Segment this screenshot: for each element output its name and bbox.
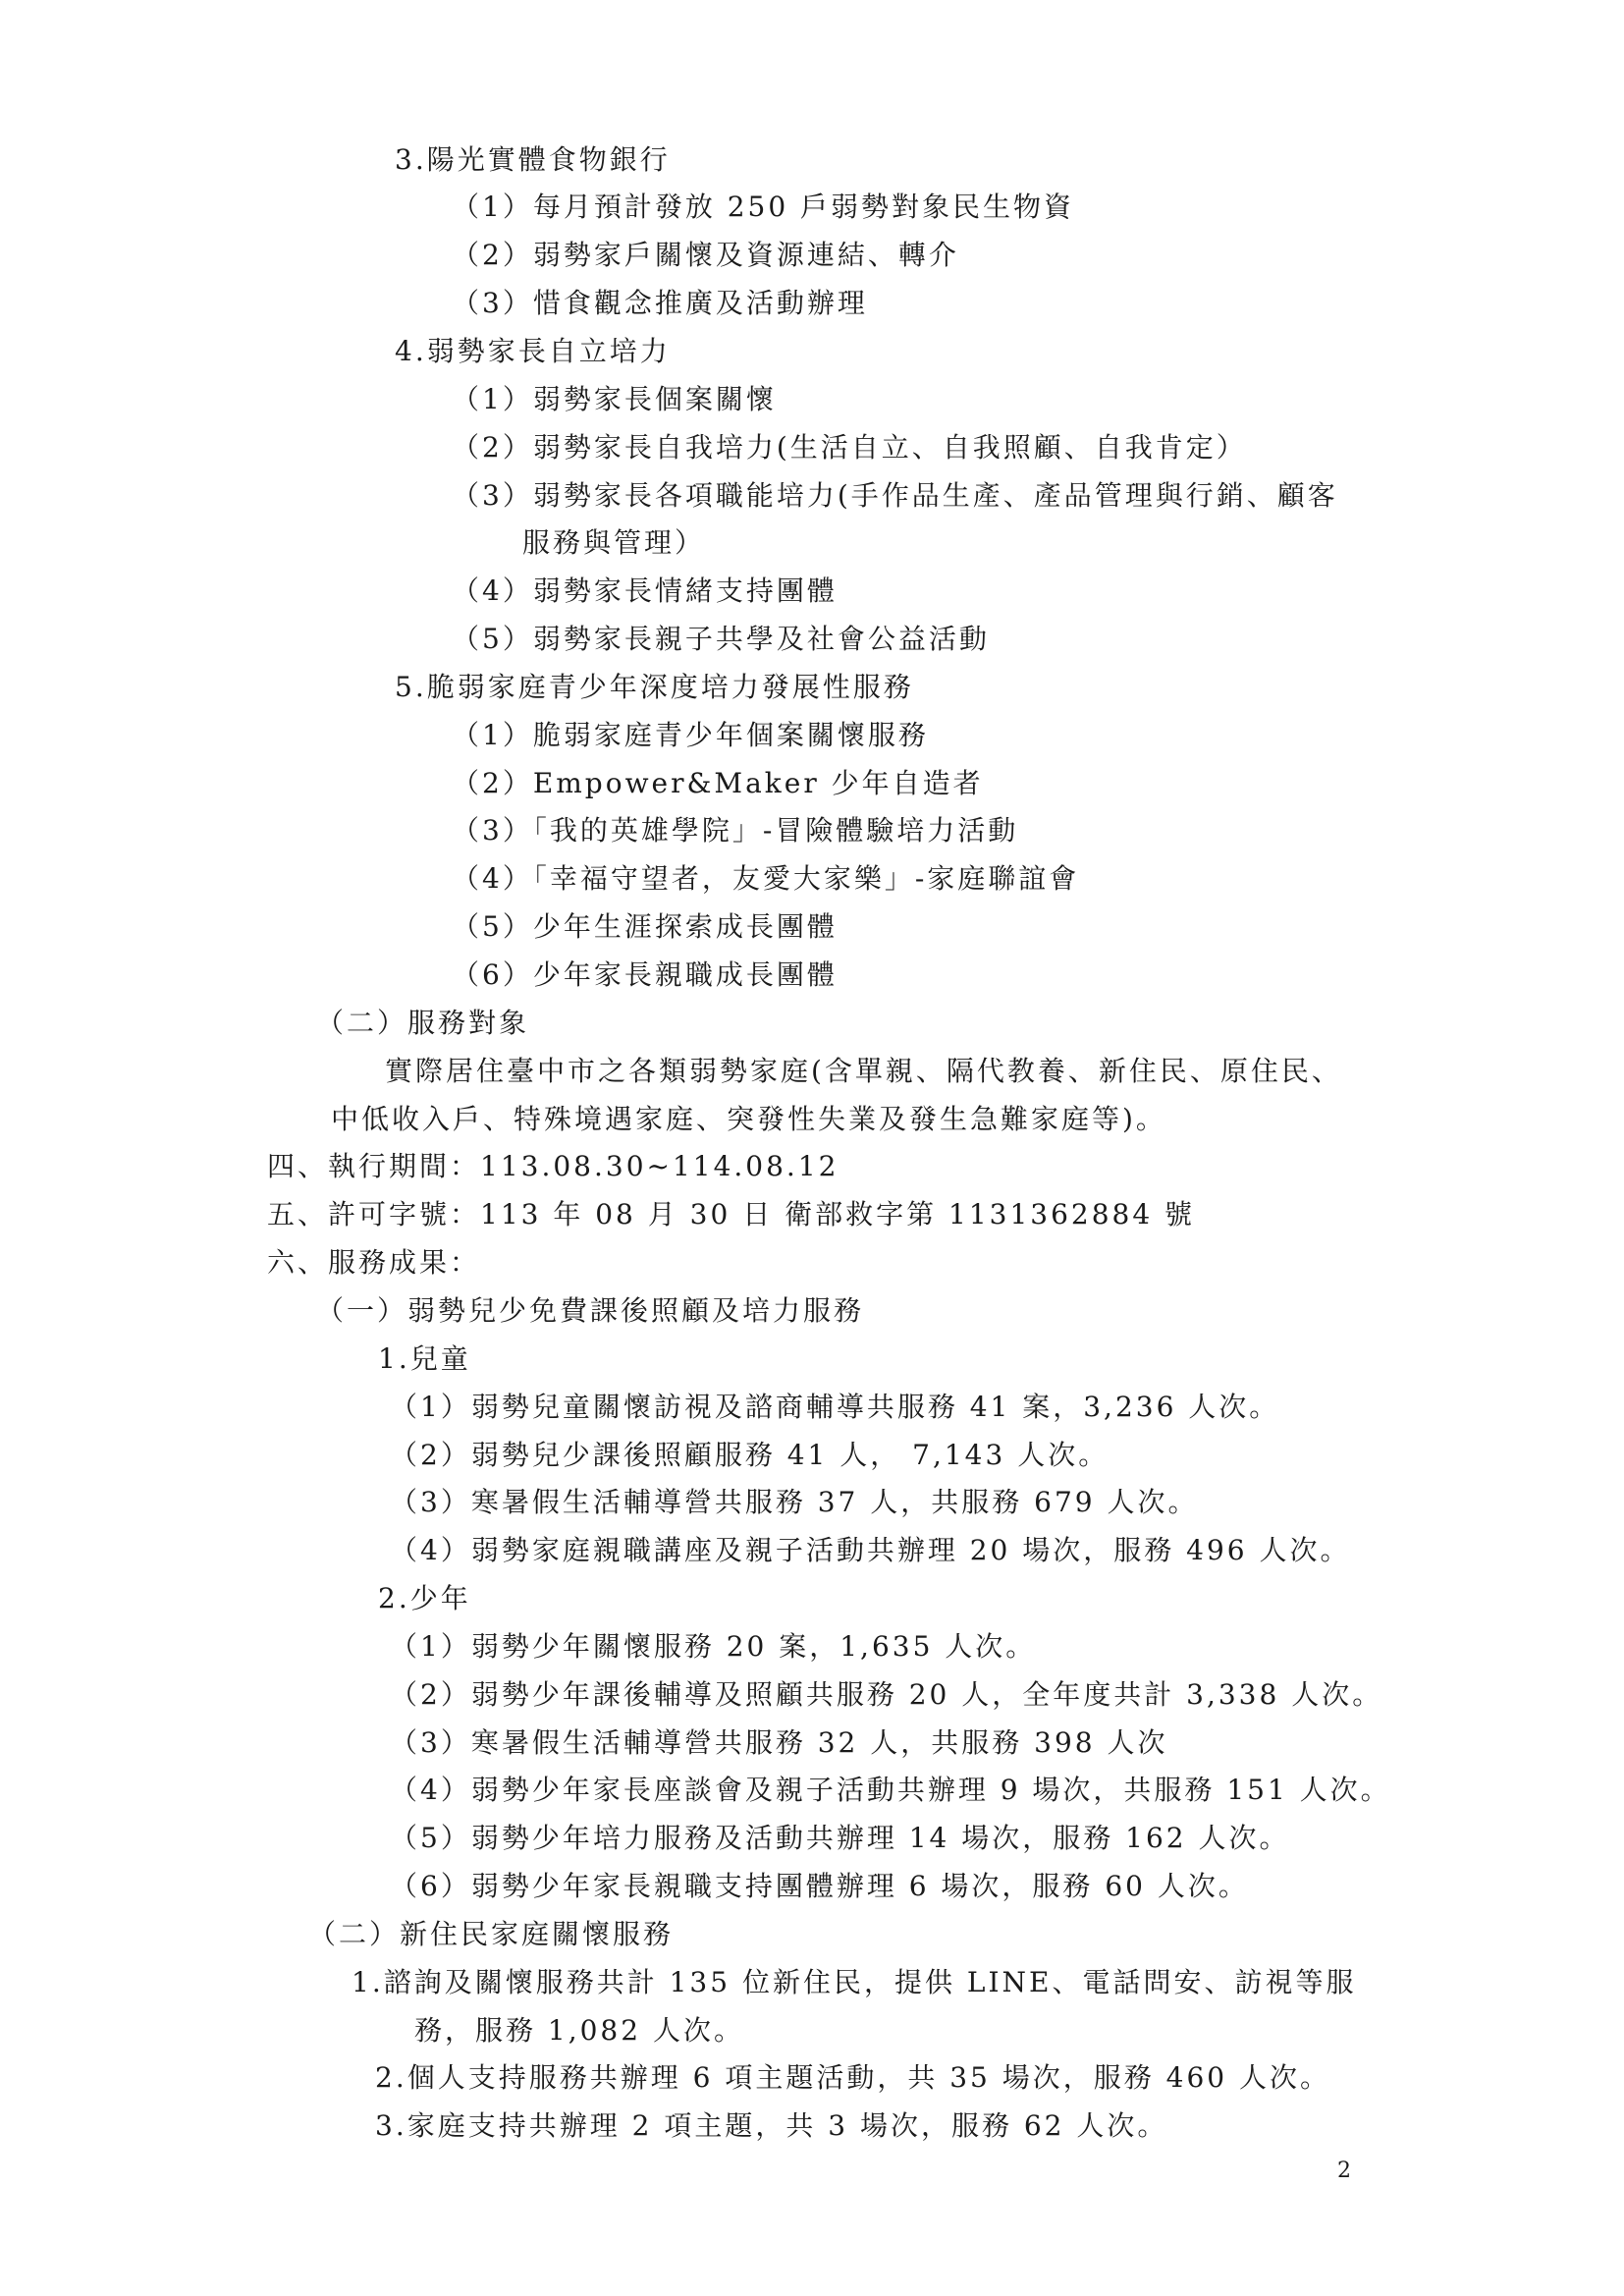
list-item: （3）惜食觀念推廣及活動辦理 (452, 287, 868, 319)
list-item: （5）少年生涯探索成長團體 (452, 910, 838, 943)
list-item: （3）寒暑假生活輔導營共服務 32 人，共服務 398 人次 (390, 1726, 1168, 1759)
list-item: （2）弱勢兒少課後照顧服務 41 人， 7,143 人次。 (390, 1439, 1110, 1471)
section-item-5: 5.脆弱家庭青少年深度培力發展性服務 (395, 671, 914, 703)
section-heading: 四、執行期間：113.08.30~114.08.12 (267, 1150, 839, 1182)
section-item-1: 1.諮詢及關懷服務共計 135 位新住民，提供 LINE、電話問安、訪視等服 (352, 1966, 1357, 1998)
list-item: （3）弱勢家長各項職能培力(手作品生產、產品管理與行銷、顧客 (452, 479, 1338, 512)
list-item: （5）弱勢家長親子共學及社會公益活動 (452, 623, 990, 655)
page-number: 2 (1337, 2159, 1351, 2183)
list-item: （2）Empower&Maker 少年自造者 (452, 767, 984, 799)
subsection-heading: （一）弱勢兒少免費課後照顧及培力服務 (316, 1294, 865, 1327)
list-item: （3）「我的英雄學院」-冒險體驗培力活動 (452, 814, 1019, 847)
section-heading: 五、許可字號：113 年 08 月 30 日 衛部救字第 1131362884 號 (267, 1198, 1196, 1230)
list-item: （1）弱勢家長個案關懷 (452, 383, 777, 415)
section-item-1: 1.兒童 (378, 1342, 471, 1375)
list-item-continuation: 服務與管理） (522, 526, 706, 559)
list-item: （1）每月預計發放 250 戶弱勢對象民生物資 (452, 191, 1075, 223)
list-item: （1）弱勢少年關懷服務 20 案，1,635 人次。 (390, 1630, 1037, 1663)
list-item-continuation: 務，服務 1,082 人次。 (414, 2014, 744, 2047)
list-item: （4）「幸福守望者，友愛大家樂」-家庭聯誼會 (452, 862, 1080, 895)
section-item-3: 3.家庭支持共辦理 2 項主題，共 3 場次，服務 62 人次。 (375, 2109, 1168, 2142)
subsection-heading: （二）服務對象 (316, 1007, 530, 1039)
section-item-3: 3.陽光實體食物銀行 (395, 143, 671, 176)
section-item-2: 2.少年 (378, 1582, 471, 1614)
section-heading: 六、服務成果： (267, 1246, 481, 1279)
list-item: （4）弱勢少年家長座談會及親子活動共辦理 9 場次，共服務 151 人次。 (390, 1774, 1391, 1806)
list-item: （2）弱勢家長自我培力(生活自立、自我照顧、自我肯定） (452, 431, 1247, 464)
list-item: （1）脆弱家庭青少年個案關懷服務 (452, 719, 929, 751)
list-item: （6）少年家長親職成長團體 (452, 958, 838, 991)
list-item: （5）弱勢少年培力服務及活動共辦理 14 場次，服務 162 人次。 (390, 1822, 1290, 1854)
subsection-heading: （二）新住民家庭關懷服務 (308, 1918, 675, 1950)
list-item: （4）弱勢家長情緒支持團體 (452, 574, 838, 607)
list-item: （4）弱勢家庭親職講座及親子活動共辦理 20 場次，服務 496 人次。 (390, 1534, 1351, 1566)
list-item: （2）弱勢家戶關懷及資源連結、轉介 (452, 239, 959, 271)
list-item: （6）弱勢少年家長親職支持團體辦理 6 場次，服務 60 人次。 (390, 1870, 1249, 1902)
paragraph-line: 中低收入戶、特殊境遇家庭、突發性失業及發生急難家庭等)。 (331, 1103, 1166, 1135)
list-item: （3）寒暑假生活輔導營共服務 37 人，共服務 679 人次。 (390, 1486, 1199, 1518)
list-item: （2）弱勢少年課後輔導及照顧共服務 20 人，全年度共計 3,338 人次。 (390, 1678, 1383, 1711)
section-item-4: 4.弱勢家長自立培力 (395, 335, 671, 367)
section-item-2: 2.個人支持服務共辦理 6 項主題活動，共 35 場次，服務 460 人次。 (375, 2061, 1331, 2094)
paragraph-line: 實際居住臺中市之各類弱勢家庭(含單親、隔代教養、新住民、原住民、 (385, 1055, 1342, 1087)
list-item: （1）弱勢兒童關懷訪視及諮商輔導共服務 41 案，3,236 人次。 (390, 1391, 1280, 1423)
